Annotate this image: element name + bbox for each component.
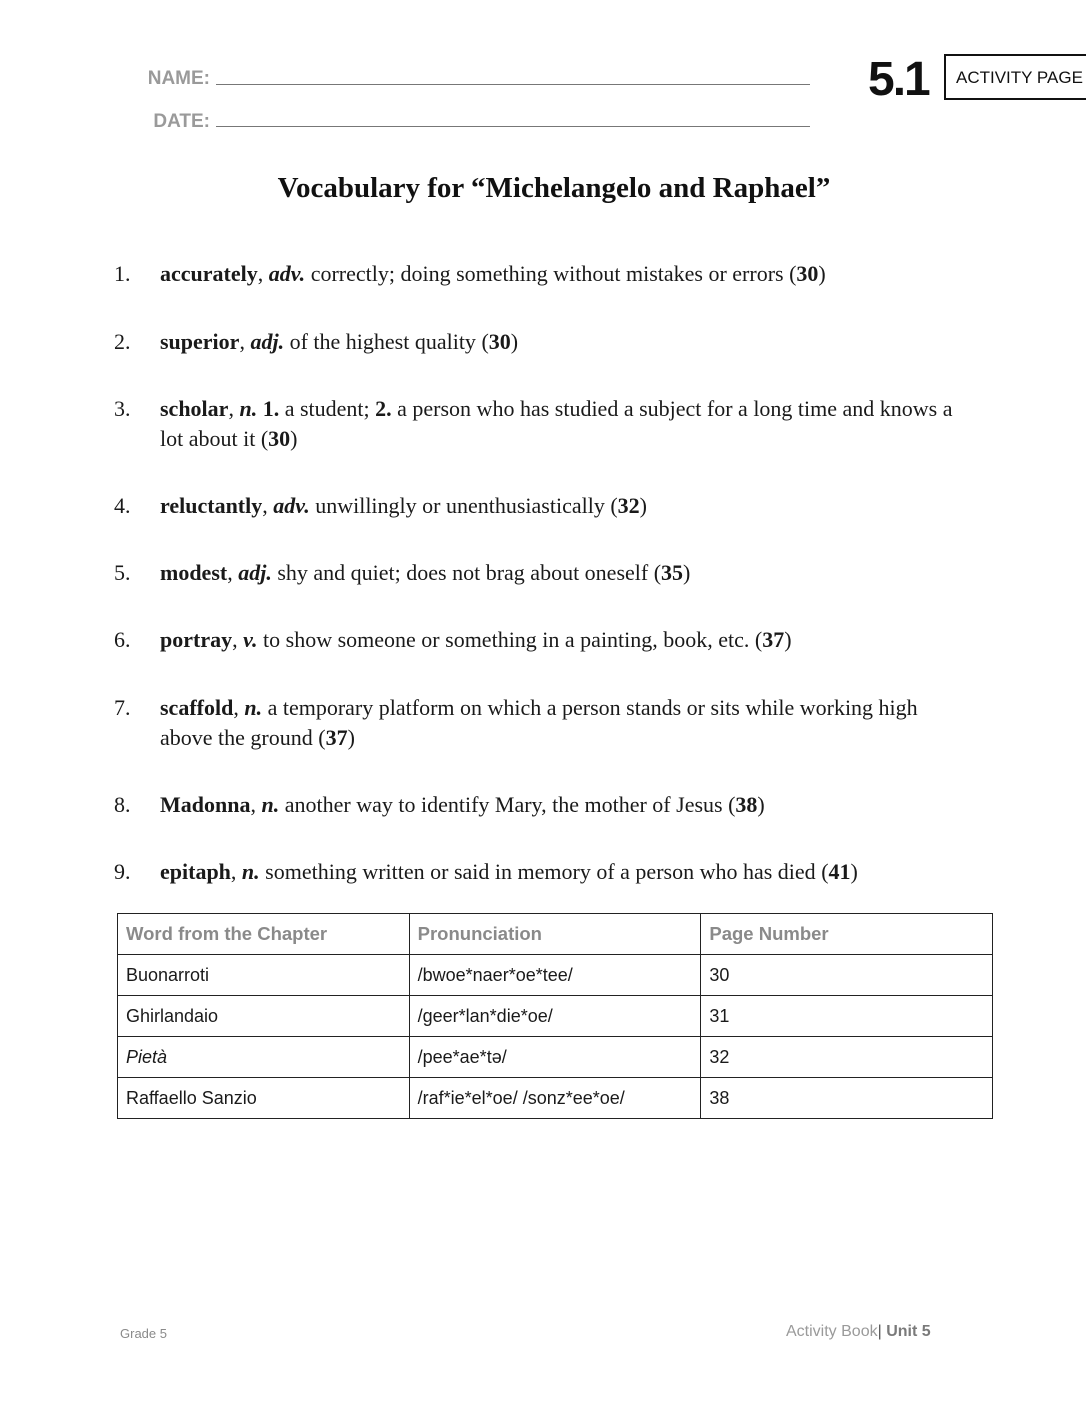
vocab-word: scaffold: [160, 695, 234, 720]
vocab-word: modest: [160, 560, 228, 585]
table-row: [118, 1037, 993, 1078]
vocab-definition: unwillingly or unenthusiastically: [315, 493, 605, 518]
table-cell-pronunciation: /raf*ie*el*oe/ /sonz*ee*oe/: [409, 1078, 701, 1119]
activity-page-badge: [944, 54, 1086, 100]
vocab-pos: n.: [241, 859, 260, 884]
vocab-definition: to show someone or something in a painting, book, etc.: [263, 627, 750, 652]
table-cell-word: Buonarroti: [118, 955, 410, 996]
vocab-definition: a person who has studied a subject for a long time and knows a lot about it: [160, 396, 953, 451]
vocab-number: 1.: [114, 261, 131, 286]
table-row: [118, 996, 993, 1037]
page-title: Vocabulary for “Michelangelo and Raphael”: [277, 172, 831, 204]
table-cell-page: 30: [701, 955, 993, 996]
footer-separator: |: [877, 1323, 882, 1340]
footer-book: Activity Book: [786, 1323, 878, 1340]
vocab-word: portray: [160, 627, 233, 652]
vocab-pos: adj.: [238, 560, 272, 585]
column-header-page: Page Number: [701, 914, 993, 955]
vocab-number: 6.: [114, 627, 131, 652]
vocab-page: 37: [762, 627, 785, 652]
vocab-pos: adj.: [250, 329, 285, 354]
table-row: [118, 955, 993, 996]
vocab-definition: correctly; doing something without mistakes or errors: [310, 261, 784, 286]
table-cell-page: 38: [701, 1078, 993, 1119]
vocab-item: 4. reluctantly, adv. unwillingly or unenthusiastically (32): [114, 491, 954, 521]
vocab-page: 37: [325, 725, 348, 750]
vocab-pos: v.: [243, 627, 258, 652]
vocab-item: 3. scholar, n. 1. a student; 2. a person who has studied a subject for a long time and knows a lot about it (30): [114, 396, 953, 451]
vocab-number: 7.: [114, 695, 131, 720]
activity-page-label: ACTIVITY PAGE: [956, 68, 1083, 87]
vocab-item: 1. accurately, adv. correctly; doing something without mistakes or errors (30): [114, 259, 954, 289]
vocab-item: 2. superior, adj. of the highest quality (30): [114, 327, 954, 357]
vocab-item: 8. Madonna, n. another way to identify Mary, the mother of Jesus (38): [114, 790, 954, 820]
vocab-number: 8.: [114, 792, 131, 817]
column-header-word: Word from the Chapter: [118, 914, 410, 955]
vocab-page: 38: [735, 792, 758, 817]
footer-unit: Unit 5: [886, 1323, 931, 1340]
vocab-pos: adv.: [273, 493, 310, 518]
activity-number: 5.1: [868, 53, 929, 106]
vocab-sense-number: 1.: [262, 396, 280, 421]
date-label: DATE:: [153, 111, 210, 132]
vocab-page: 35: [661, 560, 684, 585]
table-cell-word: Pietà: [118, 1037, 410, 1078]
table-cell-page: 32: [701, 1037, 993, 1078]
vocab-page: 30: [488, 329, 511, 354]
vocab-definition: of the highest quality: [289, 329, 476, 354]
vocab-word: superior: [160, 329, 240, 354]
table-cell-pronunciation: /geer*lan*die*oe/: [409, 996, 701, 1037]
vocab-sense-number: 2.: [375, 396, 392, 421]
vocab-number: 5.: [114, 560, 131, 585]
vocab-number: 3.: [114, 396, 131, 421]
vocab-definition: a temporary platform on which a person stands or sits while working high above the ground: [160, 695, 918, 750]
vocab-item: 5. modest, adj. shy and quiet; does not brag about oneself (35): [114, 558, 954, 588]
vocab-definition: a student;: [284, 396, 370, 421]
vocab-pos: n.: [239, 396, 258, 421]
vocab-word: reluctantly: [160, 493, 263, 518]
vocab-page: 41: [828, 859, 851, 884]
vocab-page: 30: [796, 261, 819, 286]
name-line[interactable]: [216, 84, 810, 85]
vocab-word: accurately: [160, 261, 258, 286]
vocab-number: 4.: [114, 493, 131, 518]
vocab-pos: adv.: [268, 261, 306, 286]
vocab-item: 6. portray, v. to show someone or something in a painting, book, etc. (37): [114, 625, 954, 655]
table-row: [118, 1078, 993, 1119]
footer-grade: Grade 5: [120, 1326, 167, 1341]
vocab-number: 2.: [114, 329, 131, 354]
column-header-pronunciation: Pronunciation: [409, 914, 701, 955]
vocab-number: 9.: [114, 859, 131, 884]
footer-book-info: [786, 1323, 931, 1341]
vocab-page: 30: [268, 426, 291, 451]
table-cell-pronunciation: /pee*ae*tə/: [409, 1037, 701, 1078]
vocab-definition: shy and quiet; does not brag about oneself: [277, 560, 649, 585]
table-cell-word: Raffaello Sanzio: [118, 1078, 410, 1119]
name-label: NAME:: [147, 68, 210, 89]
table-cell-page: 31: [701, 996, 993, 1037]
vocab-pos: n.: [244, 695, 263, 720]
vocab-page: 32: [617, 493, 640, 518]
vocab-word: scholar: [160, 396, 229, 421]
vocab-definition: another way to identify Mary, the mother of Jesus: [284, 792, 723, 817]
pronunciation-table: [117, 913, 993, 1119]
vocab-definition: something written or said in memory of a person who has died: [265, 859, 816, 884]
vocab-word: Madonna: [160, 792, 251, 817]
vocab-pos: n.: [261, 792, 280, 817]
date-line[interactable]: [216, 126, 810, 127]
table-header-row: [118, 914, 993, 955]
vocab-word: epitaph: [160, 859, 231, 884]
vocab-item: 9. epitaph, n. something written or said in memory of a person who has died (41): [114, 857, 954, 887]
table-cell-word: Ghirlandaio: [118, 996, 410, 1037]
table-cell-pronunciation: /bwoe*naer*oe*tee/: [409, 955, 701, 996]
vocab-item: 7. scaffold, n. a temporary platform on which a person stands or sits while working high above the ground (37): [114, 695, 918, 750]
